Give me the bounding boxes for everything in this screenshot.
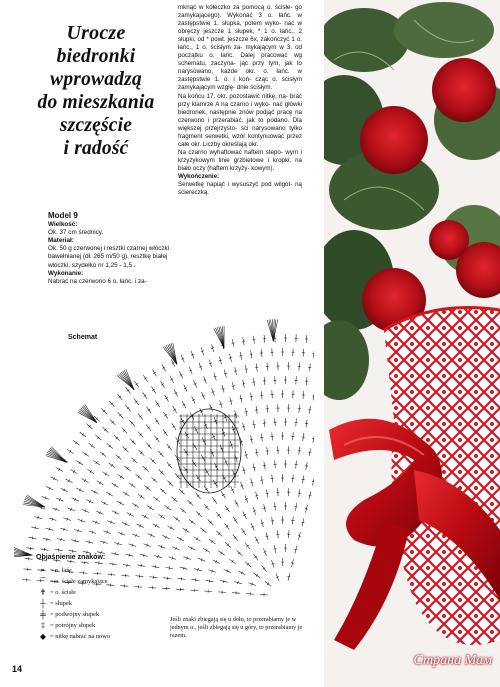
legend-text: = słupek [50, 600, 72, 607]
diagram-footnote: Jeśli znaki zbiegają się u dołu, to przerabiamy je w jednym o., jeśli zbiegają się u góry, to przerabiamy je razem. [170, 616, 303, 640]
title-line: wprowadzą [50, 69, 142, 90]
model-heading: Model 9 [48, 211, 78, 220]
watermark-text: Страна Мам [413, 653, 492, 668]
legend-title: Objaśnienie znaków: [36, 554, 106, 561]
middle-text-column [178, 4, 302, 197]
title-line: biedronki [56, 46, 136, 67]
legend-text: = o. ścisłe [50, 589, 76, 596]
join-yarn-symbol-icon: ◆ [39, 632, 47, 641]
instructions-paragraph: Na końcu 17. okr. pozostawić nitkę, na- brać przy klamrze A na czarno i wyko- nać główki biedronek, następnie znów podjąć pracę na czerwono i przerabiać, jak to podano. Dla większej przejrzysto- ści narysowano tylko fragment serwetki, wzór kontynuować przez całe okr. Liczby określają okr. [178, 92, 302, 148]
title-line: Urocze [66, 22, 126, 44]
legend-text: = nitkę nabrać na nowo [50, 633, 111, 640]
legend-row [36, 576, 196, 587]
legend-text: = o. ścisłe zamykające [50, 578, 108, 585]
work-label: Wykonanie: [48, 269, 84, 277]
doily-photo [324, 0, 500, 687]
legend-row [36, 565, 196, 576]
legend-text: = potrójny słupek [50, 622, 96, 629]
instructions-paragraph: Na czarno wyhaftować haftem stepo- wym i krzyżykowym linie grzbietowe i kropki, na biało oczy (haftem krzyży- kowym). [178, 148, 302, 172]
size-text: Ok. 37 cm średnicy. [48, 229, 104, 237]
left-text-column [48, 212, 172, 286]
title-line: szczęście [59, 115, 133, 136]
photo-illustration [324, 0, 500, 687]
legend-row [36, 598, 196, 609]
slip-stitch-symbol-icon: ⌒ [39, 577, 47, 586]
material-label: Materiał: [48, 237, 74, 245]
schemat-label: Schemat [68, 334, 98, 341]
size-label: Wielkość: [48, 221, 78, 229]
instructions-paragraph: mknąć w kółeczko za pomocą o. ścisłe- go zamykającego). Wykonać 3 o. łańc. w zastępstwie 1. słupka, potem wyko- nać w obręczy jeszcze 1 słupek, * 1 o. łańc., 2 słupki, od * powt. jeszcze 6x, zakończyć 1 o. łańc., 1 o. ścisłym za- mykającym w 3. od początku o. łańc. Dalej pracować wg schematu, zaczyna- jąc przy tym, jak to narysowano, każde okr. o. łańc. w zastępstwie 1. o. i koń- cząc o. ścisłym zamykającym wzglę- dnie ścisłym. [178, 4, 302, 92]
single-crochet-symbol-icon: ✝ [39, 588, 47, 597]
page-number: 14 [12, 664, 23, 674]
legend-text: = o. łańc. [50, 567, 74, 574]
double-crochet-symbol-icon: ┼ [40, 599, 46, 608]
finish-label: Wykończenie: [178, 172, 220, 180]
title-line: do mieszkania [37, 92, 155, 113]
legend-row [36, 587, 196, 598]
legend-text: = podwójny słupek [50, 611, 100, 618]
chain-symbol-icon: • [41, 566, 45, 575]
treble-symbol-icon: ╪ [40, 610, 46, 619]
title-line: i radość [63, 138, 129, 159]
work-text: Nabrać na czerwono 6 o. łańc. i za- [48, 277, 147, 285]
finish-text: Serwetkę napiąć i wysuszyć pod wilgot- ną ściereczką. [178, 181, 302, 197]
article-title [16, 22, 176, 160]
material-text: Ok. 50 g czerwonej i resztki czarnej włóczki bawełnianej (dł. 265 m/50 g), resztkę białej włóczki, szydełko nr 1,25 - 1,5 . [48, 245, 170, 269]
triple-treble-symbol-icon: ‡ [41, 621, 45, 630]
